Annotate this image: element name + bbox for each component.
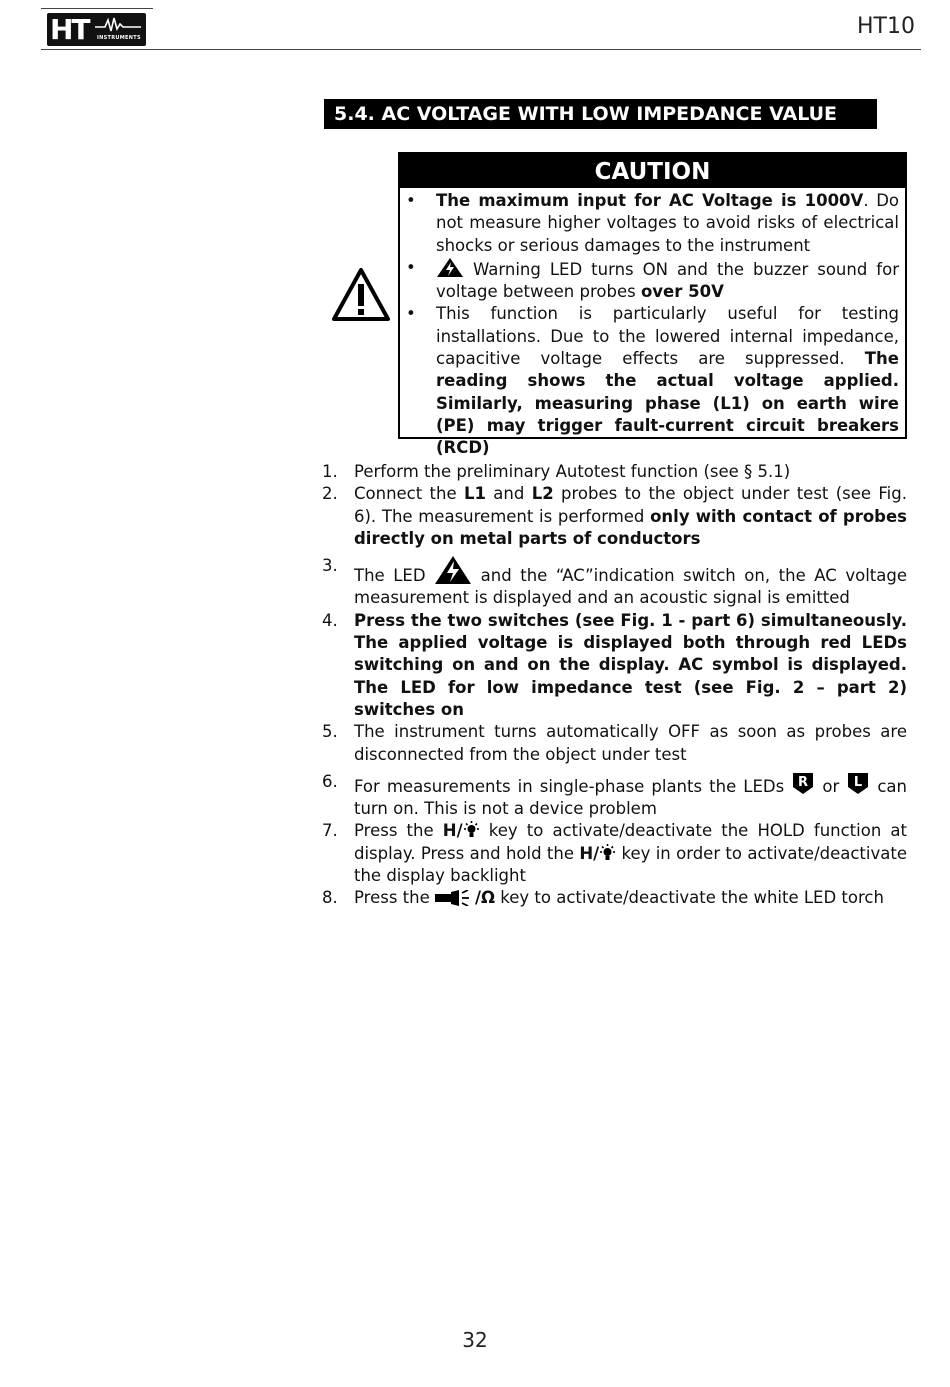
step-text: probes to the object under test (see Fig. 6). The measurement is performed: [354, 484, 907, 526]
torch-key-label: /Ω: [475, 888, 496, 908]
step-4: [322, 610, 907, 721]
caution-item-bold: The maximum input for AC Voltage is 1000V: [436, 191, 864, 210]
step-1: [322, 461, 907, 483]
step-text: Press the: [354, 821, 443, 841]
caution-item: [400, 190, 905, 257]
high-voltage-led-icon: [434, 555, 472, 585]
step-text: and the “AC”indication switch on, the AC voltage measurement is displayed and an acoustic signal is emitted: [354, 566, 907, 608]
step-number: 8.: [322, 888, 338, 908]
step-number: 5.: [322, 722, 338, 742]
hold-key-label: H/: [579, 843, 600, 863]
phase-l-led-icon: [846, 771, 870, 795]
step-text: and: [485, 484, 532, 504]
step-2: [322, 483, 907, 550]
step-text: can turn on. This is not a device problem: [354, 776, 908, 819]
header-divider: [41, 49, 921, 50]
caution-item-text: This function is particularly useful for testing installations. Due to the lowered internal impedance, capacitive voltage effects are suppressed.: [436, 304, 899, 369]
step-number: 1.: [322, 462, 338, 481]
svg-text:L: L: [854, 774, 863, 790]
step-number: 2.: [322, 484, 338, 504]
step-6: [322, 771, 907, 821]
hold-key-label: H/: [442, 821, 463, 841]
step-text: Connect the: [354, 484, 464, 504]
step-text: Press the: [354, 888, 435, 908]
step-text: The instrument turns automatically OFF as soon as probes are disconnected from the object under test: [354, 722, 907, 764]
step-text: key to activate/deactivate the HOLD function at display. Press and hold the: [354, 821, 908, 863]
section-title: 5.4. AC VOLTAGE WITH LOW IMPEDANCE VALUE: [324, 99, 877, 129]
torch-icon: [435, 890, 475, 906]
step-number: 3.: [322, 556, 338, 576]
step-bold: L1: [463, 484, 486, 504]
caution-box: [398, 152, 907, 458]
page-number: 32: [462, 1328, 488, 1352]
step-text: key in order to activate/deactivate the display backlight: [354, 843, 907, 886]
logo-top-rule: [41, 8, 153, 9]
step-number: 7.: [322, 821, 338, 841]
step-bold: only with contact of probes directly on metal parts of conductors: [354, 506, 907, 548]
ht-instruments-logo: [47, 13, 146, 46]
model-name: HT10: [857, 14, 915, 39]
step-text: or: [815, 776, 847, 796]
caution-item: [400, 257, 905, 304]
backlight-bulb-icon: [599, 844, 616, 862]
caution-item-text: . Do not measure higher voltages to avoid risks of electrical shocks or serious damages to the instrument: [436, 191, 899, 255]
step-8: [322, 887, 907, 909]
caution-item: [400, 303, 905, 459]
backlight-bulb-icon: [463, 821, 480, 839]
svg-text:R: R: [798, 774, 809, 790]
step-bold: L2: [531, 484, 554, 504]
logo-subtitle: INSTRUMENTS: [97, 35, 141, 41]
procedure-steps: [322, 461, 907, 910]
step-text: For measurements in single-phase plants the LEDs: [354, 776, 792, 796]
step-text: key to activate/deactivate the white LED torch: [495, 888, 884, 908]
step-7: [322, 820, 907, 887]
step-number: 4.: [322, 610, 338, 630]
logo-text: HT: [50, 13, 89, 46]
step-5: [322, 721, 907, 766]
caution-item-bold: The reading shows the actual voltage applied. Similarly, measuring phase (L1) on earth wire (PE) may trigger fault-current circuit breakers (RCD): [436, 349, 899, 458]
step-number: 6.: [322, 771, 338, 791]
caution-list: [400, 190, 905, 460]
warning-triangle-icon: [331, 266, 391, 322]
waveform-icon: [95, 16, 141, 34]
phase-r-led-icon: [791, 771, 815, 795]
step-text: The LED: [354, 566, 435, 586]
caution-title: CAUTION: [400, 154, 905, 188]
high-voltage-led-icon: [436, 257, 464, 278]
step-3: [322, 555, 907, 610]
caution-item-bold: over 50V: [640, 282, 724, 302]
caution-item-text: Warning LED turns ON and the buzzer sound for voltage between probes: [436, 259, 899, 302]
step-bold: Press the two switches (see Fig. 1 - part 6) simultaneously. The applied voltage is displayed both through red LEDs switching on and on the display. AC symbol is displayed. The LED for low impedance test (see Fig. 2 – part 2) switches on: [354, 610, 907, 719]
step-text: Perform the preliminary Autotest function (see § 5.1): [354, 462, 791, 481]
